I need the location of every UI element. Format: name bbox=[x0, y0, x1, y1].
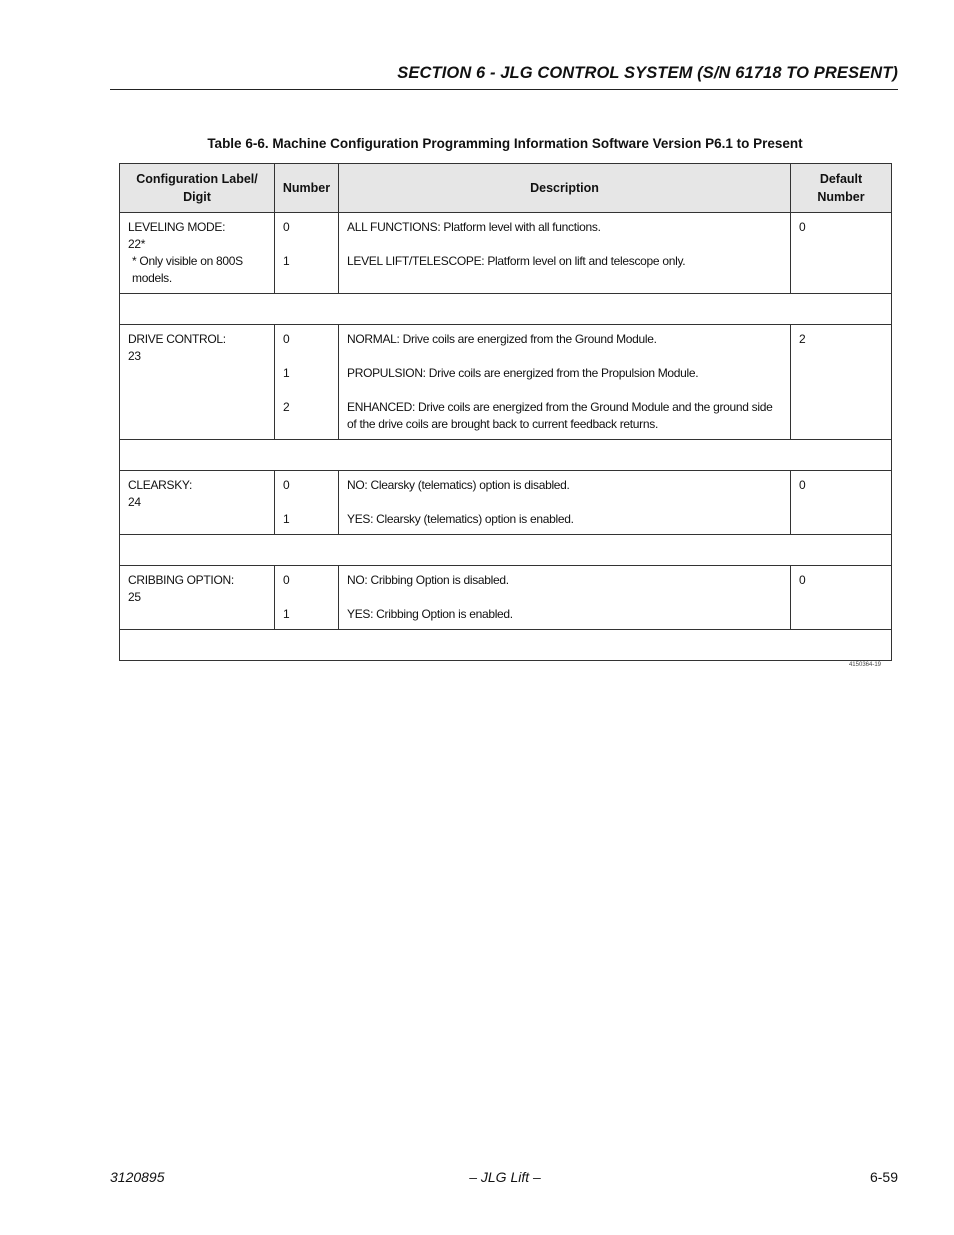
option-number: 0 bbox=[283, 573, 290, 587]
config-note: * Only visible on 800S models. bbox=[132, 254, 243, 285]
option-number: 0 bbox=[283, 220, 290, 234]
config-label-cell bbox=[120, 471, 275, 535]
config-label: LEVELING MODE: bbox=[128, 220, 226, 234]
config-label-cell bbox=[120, 566, 275, 630]
option-description: NORMAL: Drive coils are energized from the Ground Module. bbox=[347, 332, 657, 346]
description-cell bbox=[339, 471, 791, 535]
option-description: NO: Cribbing Option is disabled. bbox=[347, 573, 509, 587]
description-cell bbox=[339, 325, 791, 440]
config-label-cell bbox=[120, 325, 275, 440]
default-cell bbox=[791, 471, 892, 535]
option-number: 1 bbox=[283, 607, 290, 621]
default-number: 0 bbox=[799, 478, 806, 492]
config-label: CLEARSKY: bbox=[128, 478, 192, 492]
config-digit: 22* bbox=[128, 237, 146, 251]
option-description: NO: Clearsky (telematics) option is disabled. bbox=[347, 478, 570, 492]
config-digit: 24 bbox=[128, 495, 141, 509]
description-cell bbox=[339, 566, 791, 630]
option-number: 0 bbox=[283, 332, 290, 346]
table-header-row bbox=[120, 164, 892, 213]
spacer-row bbox=[120, 294, 892, 325]
table-title: Table 6-6. Machine Configuration Programming Information Software Version P6.1 to Present bbox=[207, 136, 803, 151]
number-cell bbox=[275, 566, 339, 630]
option-description: YES: Clearsky (telematics) option is enabled. bbox=[347, 512, 574, 526]
option-number: 0 bbox=[283, 478, 290, 492]
config-digit: 25 bbox=[128, 590, 141, 604]
option-number: 2 bbox=[283, 400, 290, 414]
number-cell bbox=[275, 471, 339, 535]
config-label-cell bbox=[120, 213, 275, 294]
column-header-number: Number bbox=[275, 164, 339, 213]
section-title: SECTION 6 - JLG CONTROL SYSTEM (S/N 61718 TO PRESENT) bbox=[397, 64, 898, 82]
number-cell bbox=[275, 325, 339, 440]
option-number: 1 bbox=[283, 366, 290, 380]
spacer-row bbox=[120, 440, 892, 471]
config-label: CRIBBING OPTION: bbox=[128, 573, 234, 587]
spacer-row bbox=[120, 630, 892, 661]
description-cell bbox=[339, 213, 791, 294]
default-number: 0 bbox=[799, 573, 806, 587]
column-header-default: Default Number bbox=[791, 164, 892, 213]
config-label: DRIVE CONTROL: bbox=[128, 332, 226, 346]
option-description: LEVEL LIFT/TELESCOPE: Platform level on lift and telescope only. bbox=[347, 254, 686, 268]
figure-id: 4150364-19 bbox=[848, 662, 881, 668]
number-cell bbox=[275, 213, 339, 294]
option-description: ENHANCED: Drive coils are energized from the Ground Module and the ground side of the drive coils are brought back to current feedback returns. bbox=[347, 400, 773, 431]
table-row bbox=[120, 566, 892, 630]
spacer-row bbox=[120, 535, 892, 566]
table-row bbox=[120, 325, 892, 440]
option-description: ALL FUNCTIONS: Platform level with all functions. bbox=[347, 220, 601, 234]
default-number: 2 bbox=[799, 332, 806, 346]
configuration-table bbox=[119, 163, 892, 661]
option-description: YES: Cribbing Option is enabled. bbox=[347, 607, 513, 621]
option-description: PROPULSION: Drive coils are energized from the Propulsion Module. bbox=[347, 366, 699, 380]
default-cell bbox=[791, 213, 892, 294]
default-cell bbox=[791, 325, 892, 440]
default-number: 0 bbox=[799, 220, 806, 234]
header-divider bbox=[110, 89, 898, 90]
config-digit: 23 bbox=[128, 349, 141, 363]
footer-brand: – JLG Lift – bbox=[469, 1169, 541, 1185]
column-header-label: Configuration Label/ Digit bbox=[120, 164, 275, 213]
option-number: 1 bbox=[283, 512, 290, 526]
column-header-description: Description bbox=[339, 164, 791, 213]
option-number: 1 bbox=[283, 254, 290, 268]
default-cell bbox=[791, 566, 892, 630]
table-row bbox=[120, 471, 892, 535]
page-number: 6-59 bbox=[869, 1169, 898, 1185]
table-row bbox=[120, 213, 892, 294]
doc-number: 3120895 bbox=[110, 1169, 165, 1185]
